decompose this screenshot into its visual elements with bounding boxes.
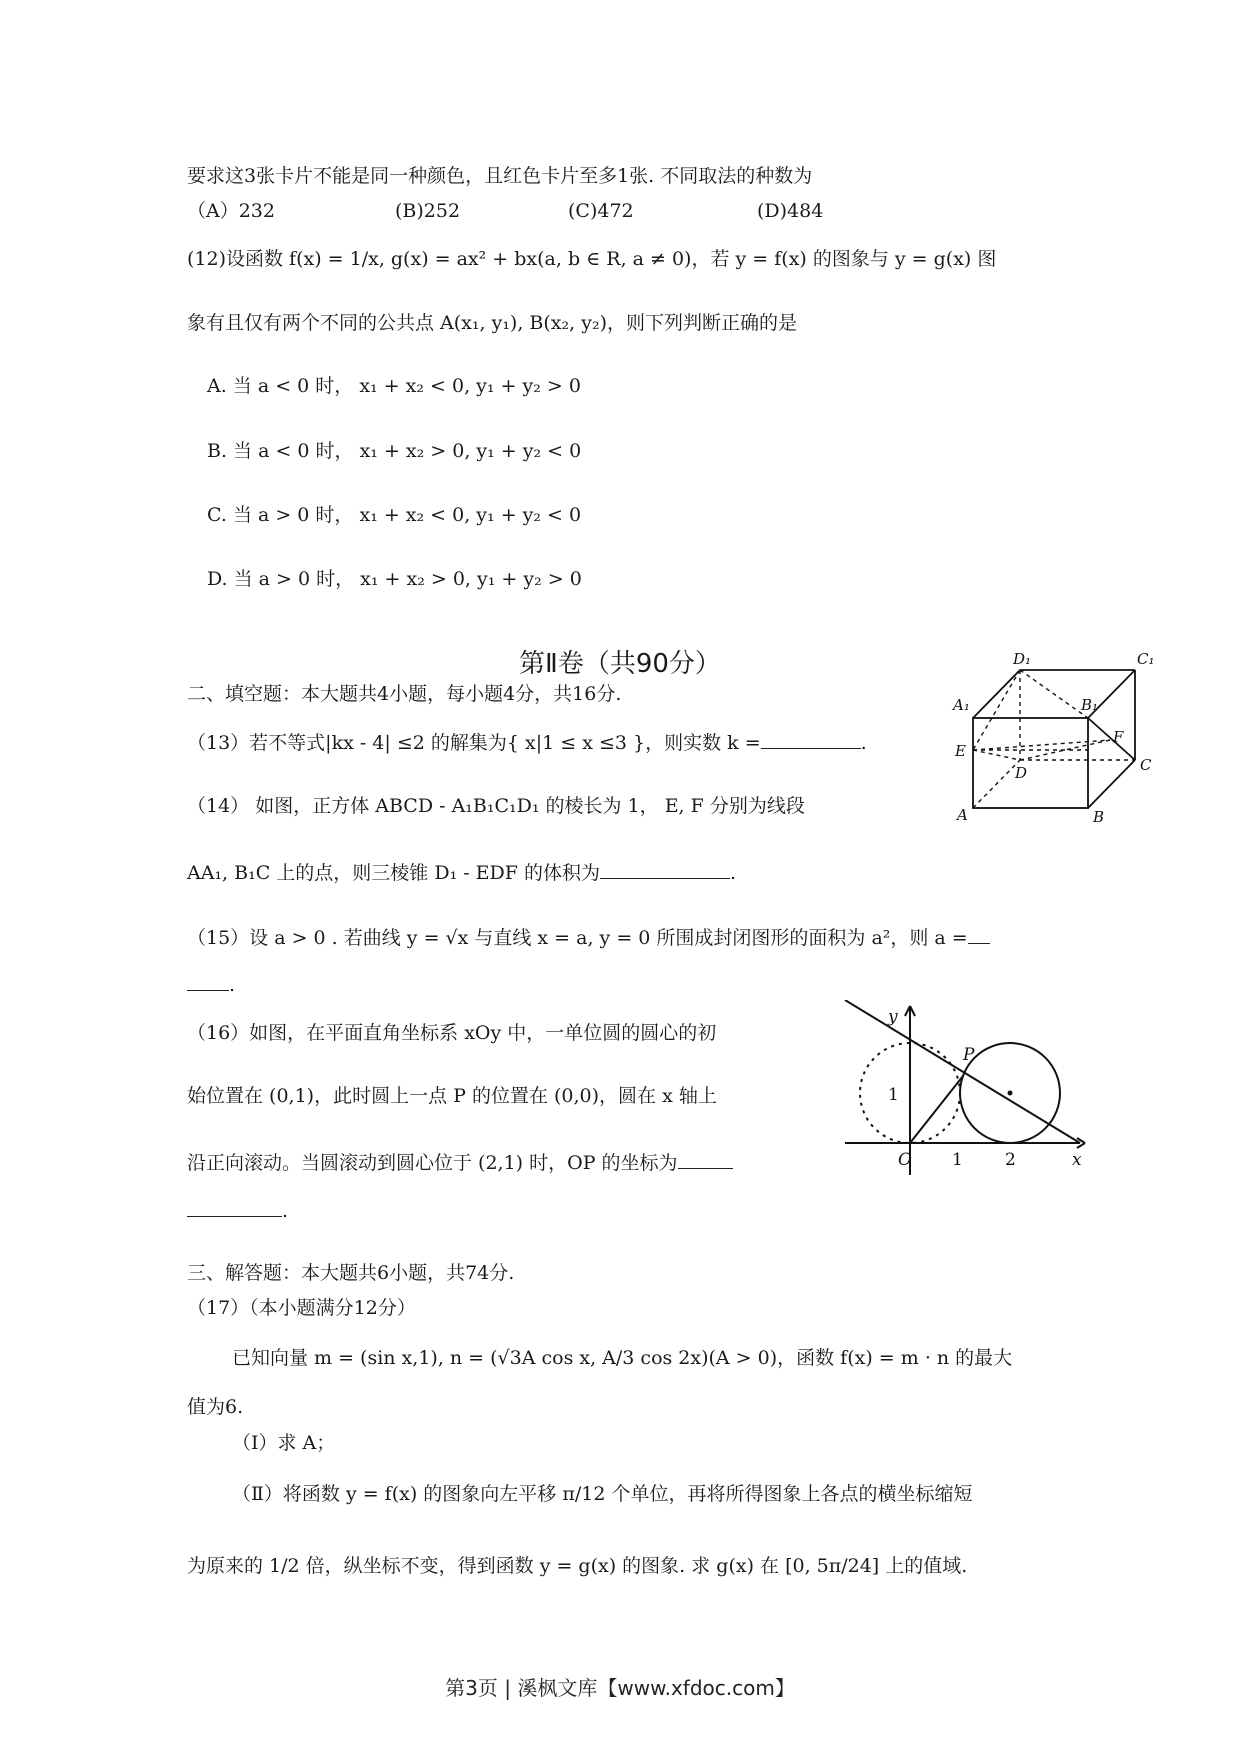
axis-label-y: y [888,1007,898,1027]
q16-answer-blank-2[interactable] [187,1198,282,1217]
cube-label-d: D [1015,764,1028,782]
cube-label-a: A [957,806,968,824]
q12-option-b: B. 当 a < 0 时， x₁ + x₂ > 0, y₁ + y₂ < 0 [207,440,582,462]
q15-text: （15）设 a > 0 . 若曲线 y = √x 与直线 x = a, y = 0 所围成封闭图形的面积为 a²，则 a = [187,927,968,949]
q15-line-1 [187,925,990,950]
cube-label-b: B [1093,808,1105,826]
page-footer: 第3页 | 溪枫文库【www.xfdoc.com】 [445,1676,795,1700]
solve-header: 三、解答题：本大题共6小题，共74分. [187,1262,515,1284]
q16-line-2: 始位置在 (0,1)，此时圆上一点 P 的位置在 (0,0)，圆在 x 轴上 [187,1085,717,1107]
q14-line-1: （14） 如图，正方体 ABCD - A₁B₁C₁D₁ 的棱长为 1， E, F 分别为线段 [187,795,805,817]
q11-option-a: （A）232 [187,200,275,222]
point-label-p: P [963,1045,975,1065]
q13-text: （13）若不等式|kx - 4| ≤2 的解集为{ x|1 ≤ x ≤3 }，则实数 k = [187,732,761,754]
q11-tail: 要求这3张卡片不能是同一种颜色，且红色卡片至多1张. 不同取法的种数为 [187,165,813,187]
q16-line-4: . [187,1198,288,1223]
q17-part-ii-1: （Ⅱ）将函数 y = f(x) 的图象向左平移 π/12 个单位，再将所得图象上各点的横坐标缩短 [232,1483,973,1505]
tick-label-1: 1 [952,1150,963,1170]
cube-label-e: E [955,742,966,760]
q14-answer-blank[interactable] [600,860,730,879]
q16-line-1: （16）如图，在平面直角坐标系 xOy 中，一单位圆的圆心的初 [187,1022,717,1044]
q11-option-d: (D)484 [757,200,824,222]
q12-stem-2: 象有且仅有两个不同的公共点 A(x₁, y₁), B(x₂, y₂)，则下列判断正确的是 [187,312,797,334]
q14-line-2: AA₁, B₁C 上的点，则三棱锥 D₁ - EDF 的体积为 . [187,862,737,884]
q16-answer-blank-1[interactable] [678,1150,733,1169]
q16-line-3 [187,1150,733,1175]
q17-head: （17）（本小题满分12分） [187,1297,416,1319]
q17-part-ii-2: 为原来的 1/2 倍，纵坐标不变，得到函数 y = g(x) 的图象. 求 g(x) 在 [0, 5π/24] 上的值域. [187,1555,968,1577]
q15-line-2: . [187,972,235,997]
q12-option-c: C. 当 a > 0 时， x₁ + x₂ < 0, y₁ + y₂ < 0 [207,504,582,526]
origin-label: O [898,1150,912,1170]
cube-figure [945,650,1160,830]
q12-option-a: A. 当 a < 0 时， x₁ + x₂ < 0, y₁ + y₂ > 0 [207,375,581,397]
q15-answer-blank-2[interactable] [187,972,229,991]
q12-option-d: D. 当 a > 0 时， x₁ + x₂ > 0, y₁ + y₂ > 0 [207,568,582,590]
q13: （13）若不等式|kx - 4| ≤2 的解集为{ x|1 ≤ x ≤3 }，则实数 k = . [187,732,867,754]
q12-stem-1: (12)设函数 f(x) = 1/x, g(x) = ax² + bx(a, b ∈ R, a ≠ 0)，若 y = f(x) 的图象与 y = g(x) 图 [187,248,997,270]
q15-answer-blank-1[interactable] [968,925,990,944]
tick-label-2: 2 [1005,1150,1016,1170]
q17-line-2: 值为6. [187,1396,244,1418]
q16-text: 沿正向滚动。当圆滚动到圆心位于 (2,1) 时，OP 的坐标为 [187,1152,678,1174]
q11-option-c: (C)472 [568,200,634,222]
cube-label-c: C [1140,756,1152,774]
axis-label-x: x [1072,1150,1082,1170]
cube-label-c1: C₁ [1137,650,1155,668]
q14-text: AA₁, B₁C 上的点，则三棱锥 D₁ - EDF 的体积为 [187,862,601,884]
rolling-circle-figure [840,1000,1090,1180]
q13-answer-blank[interactable] [761,730,861,749]
q17-line-1: 已知向量 m = (sin x,1), n = (√3A cos x, A/3 cos 2x)(A > 0)，函数 f(x) = m · n 的最大 [232,1347,1013,1369]
fill-header: 二、填空题：本大题共4小题，每小题4分，共16分. [187,683,622,705]
part2-title: 第Ⅱ卷（共90分） [519,649,721,679]
cube-label-a1: A₁ [953,696,970,714]
q17-part-i: （Ⅰ）求 A； [232,1432,336,1454]
label-radius-1: 1 [888,1085,899,1105]
cube-label-d1: D₁ [1013,650,1032,668]
cube-label-f: F [1113,728,1124,746]
cube-label-b1: B₁ [1081,696,1099,714]
q11-option-b: (B)252 [395,200,461,222]
